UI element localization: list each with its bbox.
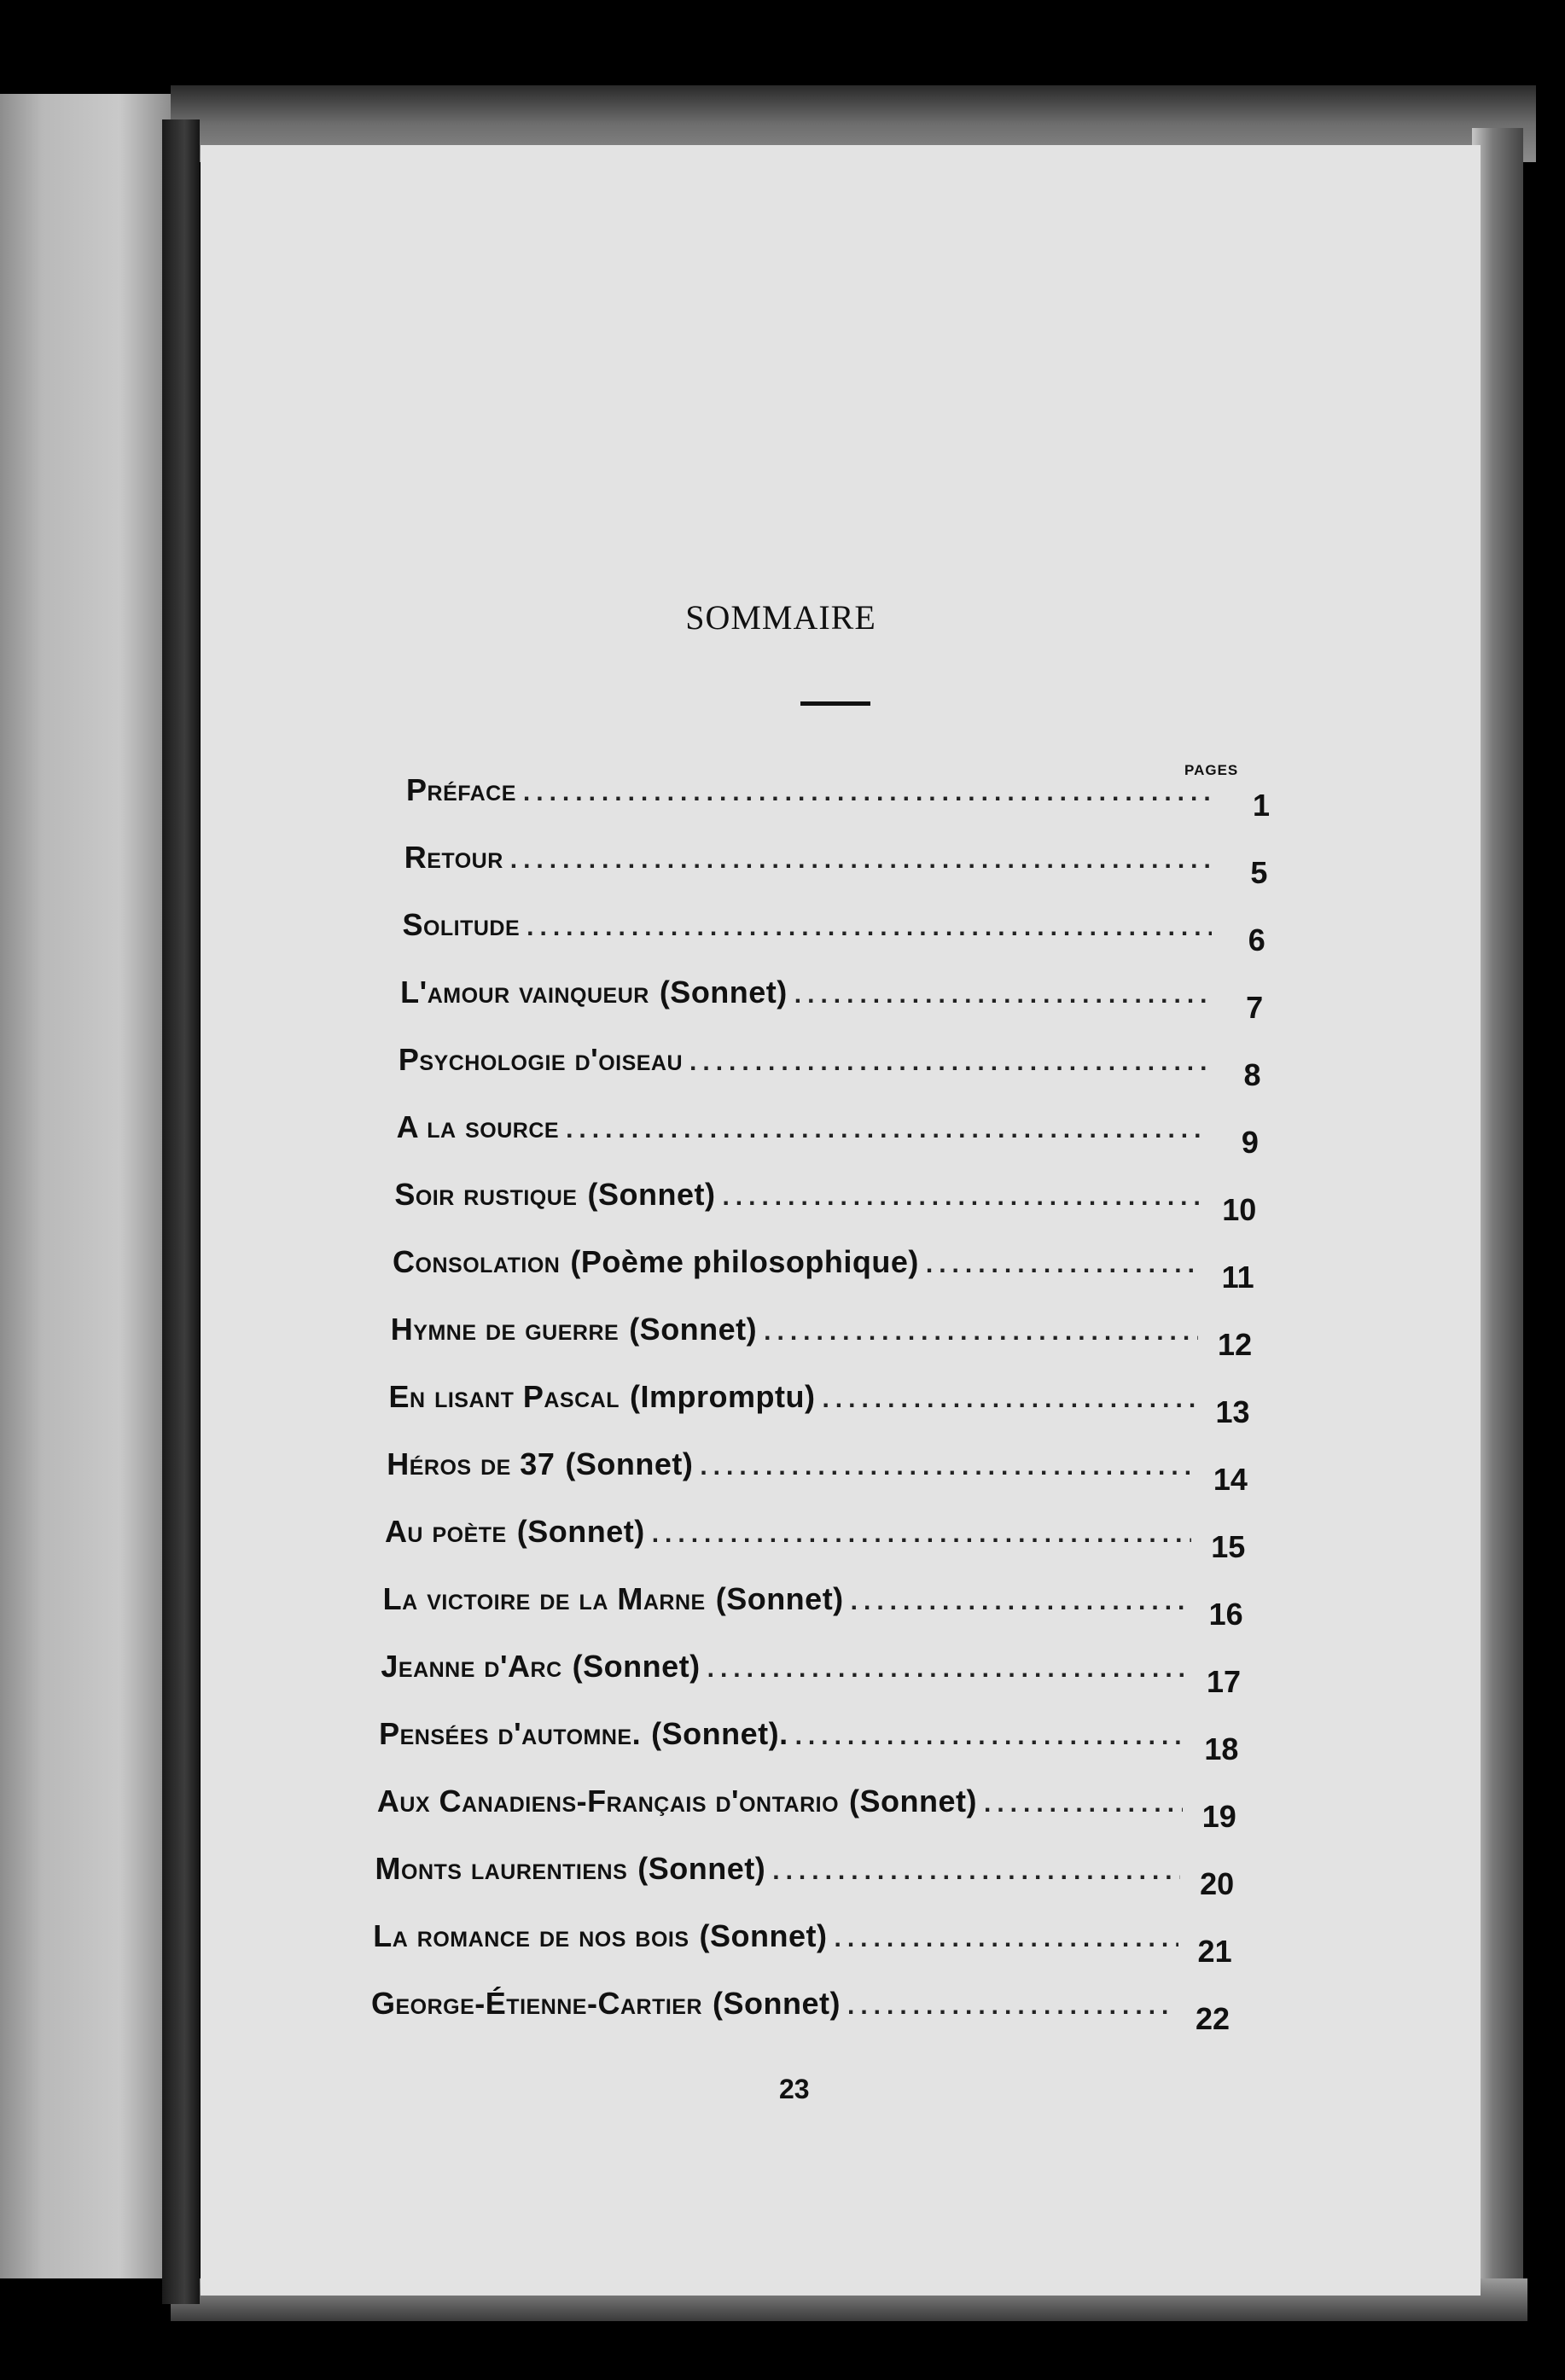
toc-entry-leader-dots — [523, 778, 1216, 807]
toc-entry-leader-dots — [510, 846, 1214, 875]
toc-entry-leader-dots — [794, 981, 1209, 1010]
toc-entry-subtitle: (Sonnet) — [699, 1918, 828, 1953]
toc-entry-leader-dots — [700, 1452, 1194, 1481]
toc-entry-subtitle: (Impromptu) — [629, 1379, 816, 1414]
toc-entry-page: 1 — [1252, 788, 1270, 823]
toc-entry-title: Hymne de guerre — [390, 1312, 620, 1347]
toc-entry-title: Retour — [404, 840, 503, 875]
toc-entry-page: 14 — [1213, 1462, 1248, 1497]
toc-entry-subtitle: (Sonnet) — [659, 975, 788, 1010]
toc-entry-leader-dots — [652, 1520, 1192, 1549]
toc-entry-page: 13 — [1215, 1394, 1250, 1429]
toc-entry-subtitle: (Sonnet) — [637, 1851, 766, 1886]
toc-entry-title: Pensées d'automne. — [379, 1716, 642, 1751]
toc-entry — [390, 1312, 1253, 1362]
toc-entry-leader-dots — [689, 1048, 1207, 1077]
toc-entry-title: Héros de 37 — [387, 1446, 556, 1481]
toc-entry — [394, 1177, 1257, 1227]
toc-entry-subtitle: (Sonnet). — [651, 1716, 788, 1751]
toc-entry — [376, 1784, 1236, 1834]
toc-entry-title: George-Étienne-Cartier — [371, 1986, 703, 2021]
toc-entry — [387, 1446, 1248, 1497]
toc-entry-page: 5 — [1250, 855, 1268, 890]
toc-entry-title: Consolation — [393, 1244, 561, 1279]
toc-entry-title: Préface — [406, 772, 516, 807]
toc-entry-leader-dots — [822, 1385, 1196, 1414]
toc-entry-title: La victoire de la Marne — [382, 1581, 706, 1616]
toc-entry-page: 8 — [1243, 1057, 1261, 1092]
toc-entry-leader-dots — [566, 1115, 1205, 1144]
toc-entry-subtitle: (Sonnet) — [713, 1986, 841, 2021]
toc-entry-subtitle: (Sonnet) — [587, 1177, 716, 1212]
page-number: 23 — [779, 2074, 810, 2104]
toc-entry-title: A la source — [396, 1109, 560, 1144]
toc-entry-subtitle: (Sonnet) — [516, 1514, 645, 1549]
toc-entry-leader-dots — [847, 1992, 1176, 2021]
toc-entry — [373, 1918, 1232, 1969]
toc-entry-subtitle: (Sonnet) — [715, 1581, 844, 1616]
toc-entry-subtitle: (Sonnet) — [565, 1446, 694, 1481]
toc-entry-subtitle: (Sonnet) — [572, 1649, 701, 1684]
toc-entry-subtitle: (Sonnet) — [629, 1312, 758, 1347]
toc-entry — [404, 840, 1268, 890]
toc-entry-subtitle: (Sonnet) — [849, 1784, 977, 1818]
toc-entry-title: Aux Canadiens-Français d'ontario — [376, 1784, 840, 1818]
toc-entry — [393, 1244, 1254, 1295]
toc-entry-page: 20 — [1200, 1866, 1235, 1901]
toc-entry-leader-dots — [772, 1857, 1180, 1886]
toc-entry-leader-dots — [527, 913, 1212, 942]
toc-entry-leader-dots — [926, 1250, 1201, 1279]
toc-entry-page: 12 — [1218, 1327, 1253, 1362]
toc-entry-page: 6 — [1248, 922, 1265, 957]
toc-entry-title: Psychologie d'oiseau — [398, 1042, 684, 1077]
toc-entry-leader-dots — [795, 1722, 1185, 1751]
toc-entry — [381, 1649, 1242, 1699]
toc-entry — [384, 1514, 1246, 1564]
toc-entry-page: 7 — [1246, 990, 1264, 1025]
toc-entry-title: En lisant Pascal — [388, 1379, 620, 1414]
toc-entry-leader-dots — [984, 1789, 1183, 1818]
toc-entry-title: Jeanne d'Arc — [381, 1649, 562, 1684]
toc-entry-title: L'amour vainqueur — [400, 975, 649, 1010]
toc-entry-title: Au poète — [384, 1514, 507, 1549]
toc-entry-leader-dots — [707, 1655, 1187, 1684]
toc-entry-page: 9 — [1241, 1125, 1259, 1160]
toc-entry — [402, 907, 1265, 957]
toc-entry — [375, 1851, 1235, 1901]
page-title: SOMMAIRE — [685, 598, 876, 637]
toc-entry-page: 17 — [1206, 1664, 1242, 1699]
toc-entry — [406, 772, 1270, 823]
pages-column-label: PAGES — [1184, 762, 1239, 778]
toc-entry-title: La romance de nos bois — [373, 1918, 689, 1953]
toc-entry-page: 16 — [1208, 1597, 1243, 1632]
toc-entry-leader-dots — [722, 1183, 1202, 1212]
toc-entry-leader-dots — [851, 1587, 1190, 1616]
toc-entry-title: Solitude — [402, 907, 521, 942]
toc-entry-title: Monts laurentiens — [375, 1851, 628, 1886]
toc-entry-leader-dots — [764, 1318, 1198, 1347]
toc-entry — [371, 1986, 1230, 2036]
toc-entry-page: 10 — [1222, 1192, 1257, 1227]
toc-entry-page: 21 — [1197, 1934, 1232, 1969]
toc-entry-leader-dots — [834, 1924, 1178, 1953]
toc-entry-page: 15 — [1211, 1529, 1246, 1564]
toc-entry — [396, 1109, 1259, 1160]
toc-entry — [382, 1581, 1243, 1632]
toc-entry — [379, 1716, 1239, 1766]
toc-entry-subtitle: (Poème philosophique) — [570, 1244, 919, 1279]
toc-entry — [398, 1042, 1261, 1092]
toc-entry-page: 18 — [1204, 1731, 1239, 1766]
toc-entry-page: 19 — [1201, 1799, 1236, 1834]
toc-entry — [388, 1379, 1250, 1429]
toc-entry-page: 11 — [1221, 1260, 1254, 1295]
toc-entry-page: 22 — [1195, 2001, 1230, 2036]
toc-entry — [400, 975, 1264, 1025]
toc-entry-title: Soir rustique — [394, 1177, 578, 1212]
